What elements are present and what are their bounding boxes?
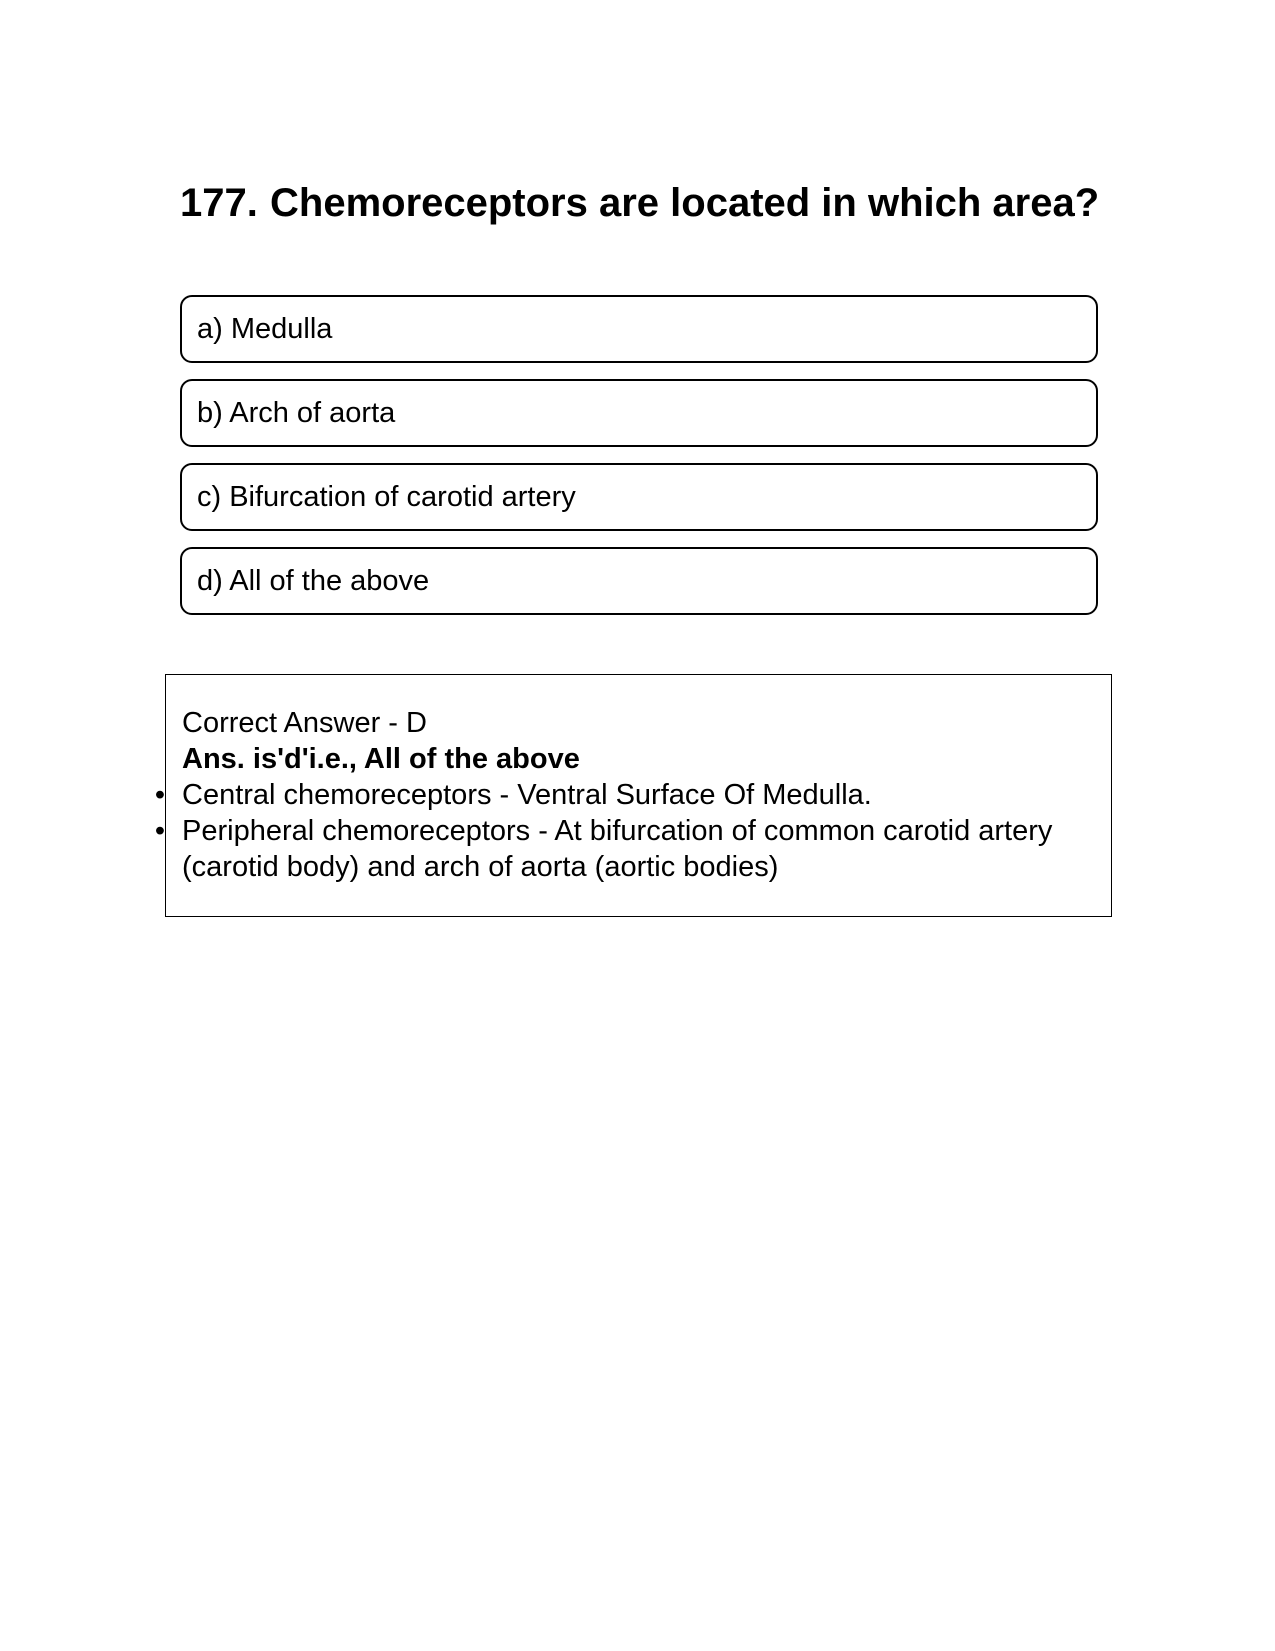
explanation-list (154, 777, 1102, 885)
option-d[interactable]: d) All of the above (180, 547, 1098, 615)
explanation-item (154, 777, 1102, 813)
question-heading (180, 178, 1100, 228)
answer-box (154, 674, 1112, 917)
explanation-text: Peripheral chemoreceptors - At bifurcation of common carotid artery (carotid body) and arch of aorta (aortic bodies) (182, 815, 1053, 883)
bullet-icon: • (154, 815, 166, 847)
question-text: Chemoreceptors are located in which area? (270, 181, 1100, 225)
explanation-item (154, 813, 1102, 885)
answer-content (154, 705, 1102, 885)
question-number: 177. (180, 181, 258, 225)
options-list (180, 295, 1098, 631)
option-b[interactable]: b) Arch of aorta (180, 379, 1098, 447)
option-c[interactable]: c) Bifurcation of carotid artery (180, 463, 1098, 531)
correct-answer: Correct Answer - D (182, 707, 427, 739)
explanation-text: Central chemoreceptors - Ventral Surface Of Medulla. (182, 779, 872, 811)
bullet-icon: • (154, 779, 166, 811)
option-a[interactable]: a) Medulla (180, 295, 1098, 363)
answer-summary: Ans. is'd'i.e., All of the above (182, 743, 580, 775)
